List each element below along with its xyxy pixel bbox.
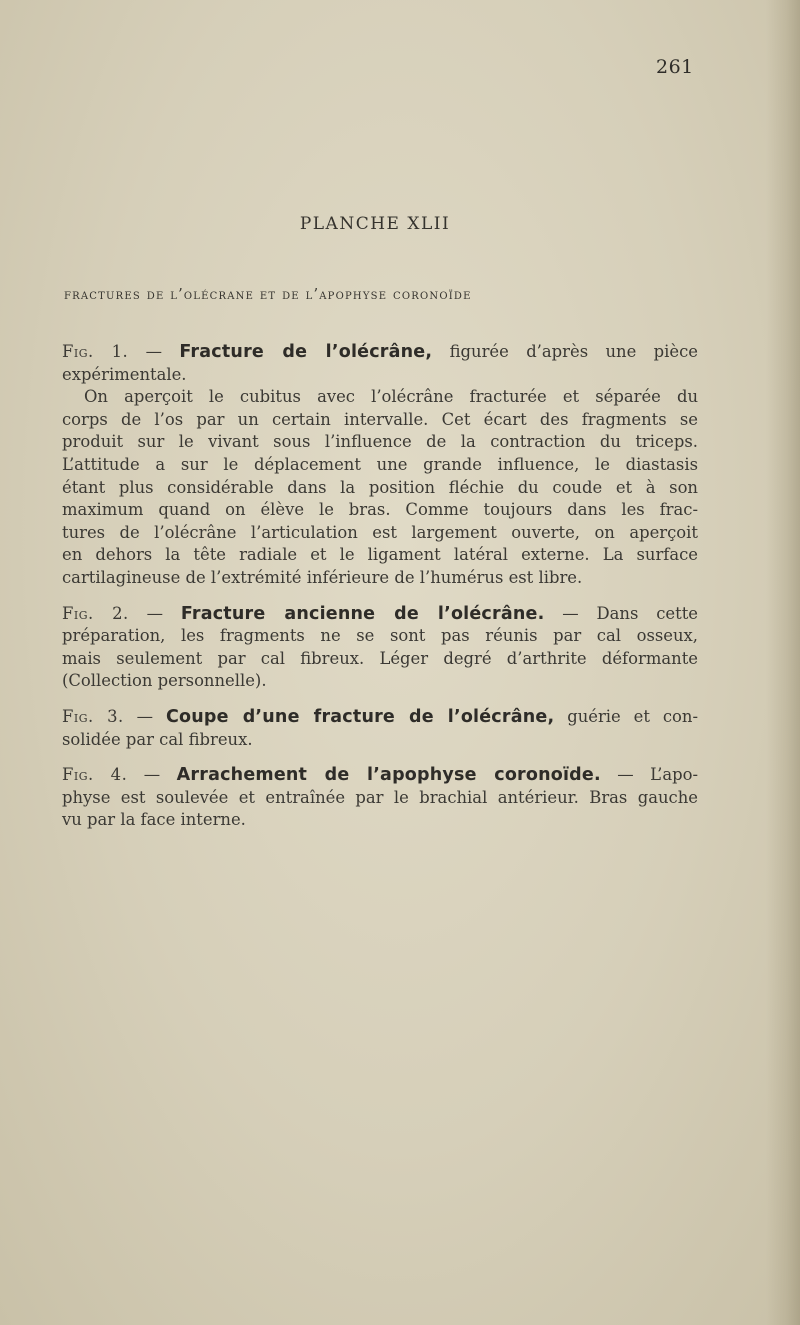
caption-text: — L’apo- xyxy=(600,765,698,785)
plate-title: PLANCHE XLII xyxy=(299,214,451,234)
figure-caption-4 xyxy=(62,764,698,832)
caption-line: (Collection personnelle). xyxy=(62,671,267,691)
caption-line: solidée par cal fibreux. xyxy=(62,729,253,749)
caption-line: étant plus considérable dans la position fléchie du coude et à son xyxy=(62,477,698,497)
caption-line: en dehors la tête radiale et le ligament latéral externe. La surface xyxy=(62,545,698,565)
figure-caption-1 xyxy=(62,341,698,590)
caption-line xyxy=(62,341,698,364)
caption-dash: — xyxy=(127,765,177,785)
figure-title: Fracture ancienne de l’olécrâne. xyxy=(180,603,545,624)
figure-caption-2 xyxy=(62,603,698,693)
caption-line: L’attitude a sur le déplacement une grande influence, le diastasis xyxy=(62,454,698,474)
figure-title: Arrachement de l’apophyse coronoïde. xyxy=(176,765,601,786)
caption-line: produit sur le vivant sous l’influence de la contraction du triceps. xyxy=(62,432,698,452)
caption-line xyxy=(62,603,698,626)
caption-dash: — xyxy=(128,342,180,361)
caption-line: tures de l’olécrâne l’articulation est largement ouverte, on aperçoit xyxy=(62,522,698,542)
figure-label: Fig. 1. xyxy=(62,342,129,361)
caption-line: expérimentale. xyxy=(62,364,187,384)
caption-text: — Dans cette xyxy=(544,603,699,623)
figure-title: Coupe d’une fracture de l’olécrâne, xyxy=(165,706,555,727)
figure-label: Fig. 4. xyxy=(62,765,128,785)
caption-line: cartilagineuse de l’extrémité inférieure de l’humérus est libre. xyxy=(62,567,583,587)
section-title: fractures de l’olécrane et de l’apophyse coronoïde xyxy=(64,287,472,303)
caption-text: guérie et con- xyxy=(554,706,698,726)
caption-dash: — xyxy=(128,603,181,623)
figure-captions xyxy=(62,341,698,832)
caption-line: corps de l’os par un certain intervalle. Cet écart des fragments se xyxy=(62,409,698,429)
caption-line xyxy=(62,706,698,729)
caption-line: préparation, les fragments ne se sont pas réunis par cal osseux, xyxy=(62,626,698,646)
caption-line: On aperçoit le cubitus avec l’olécrâne fracturée et séparée du xyxy=(84,387,698,407)
page-edge-shadow xyxy=(766,0,800,1325)
figure-label: Fig. 2. xyxy=(62,603,129,623)
caption-line: maximum quand on élève le bras. Comme toujours dans les frac- xyxy=(62,500,698,520)
caption-text: figurée d’après une pièce xyxy=(432,342,698,361)
figure-caption-3 xyxy=(62,706,698,751)
figure-label: Fig. 3. xyxy=(62,706,124,726)
caption-dash: — xyxy=(123,706,166,726)
figure-title: Fracture de l’olécrâne, xyxy=(179,342,433,362)
caption-line: physe est soulevée et entraînée par le brachial antérieur. Bras gauche xyxy=(62,787,698,807)
caption-line: vu par la face interne. xyxy=(62,810,246,830)
page-number: 261 xyxy=(656,56,694,78)
caption-line: mais seulement par cal fibreux. Léger degré d’arthrite déformante xyxy=(62,648,698,668)
caption-line xyxy=(62,764,698,787)
